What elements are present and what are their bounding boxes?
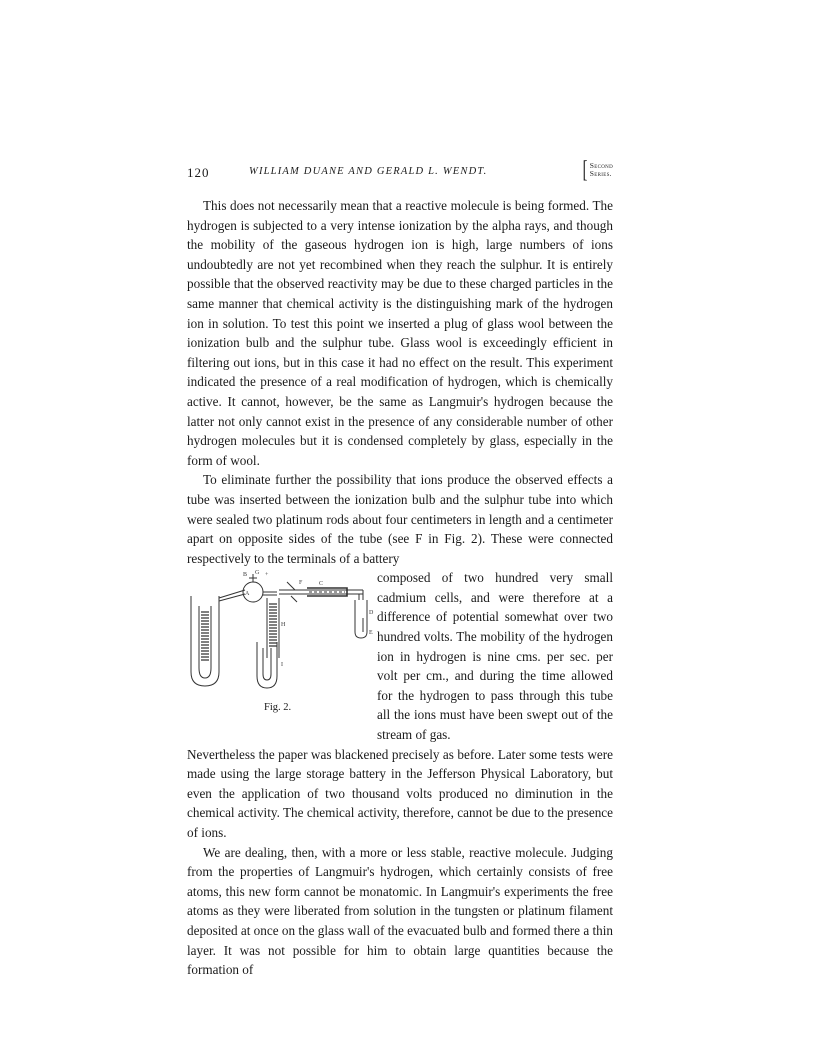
page-header bbox=[187, 157, 613, 186]
label-e: E bbox=[369, 630, 373, 637]
series-mark bbox=[581, 157, 613, 183]
figure-caption: Fig. 2. bbox=[264, 702, 292, 714]
label-f: F bbox=[299, 580, 303, 587]
page bbox=[187, 157, 613, 980]
label-d: D bbox=[369, 610, 374, 617]
paragraph-1: This does not necessarily mean that a reactive molecule is being formed. The hydrogen is subjected to a very intense ionization by the alpha rays, and though the mobility of the gaseous hydrogen ion is high, large numbers of ions undoubtedly are not yet recombined when they reach the sulphur. It is entirely possible that the observed reactivity may be due to these charged particles in the same manner that chemical activity is the distinguishing mark of the hydrogen ion in solution. To test this point we inserted a plug of glass wool between the ionization bulb and the sulphur tube. Glass wool is exceedingly efficient in filtering out ions, but in this case it had no effect on the result. This experiment indicated the presence of a real modification of hydrogen, which is chemically active. It cannot, however, be the same as Langmuir's hydrogen because the latter not only cannot exist in the presence of any considerable number of other hydrogen molecules but it is condensed completely by glass, especially in the form of wool. bbox=[187, 198, 613, 468]
label-a: A bbox=[245, 591, 250, 598]
label-h: H bbox=[281, 622, 286, 629]
figure-2 bbox=[187, 568, 377, 720]
page-number: 120 bbox=[187, 165, 210, 180]
label-b: B bbox=[243, 572, 248, 579]
label-g: G bbox=[255, 570, 260, 577]
paragraph-3: We are dealing, then, with a more or less stable, reactive molecule. Judging from the properties of Langmuir's hydrogen, which certainly consists of free atoms, this new form cannot be monatomic. In Langmuir's experiments the free atoms as they were liberated from solution in the tungsten or platinum filament deposited at once on the glass wall of the evacuated bulb and formed there a thin layer. It was not possible for him to obtain large quantities because the formation of bbox=[187, 844, 613, 978]
paragraph-2-bottom: Nevertheless the paper was blackened precisely as before. Later some tests were made using the large storage battery in the Jefferson Physical Laboratory, but even the application of two thousand volts produced no diminution in the chemical activity. The chemical activity, therefore, cannot be due to the presence of ions. bbox=[187, 746, 613, 840]
left-coil bbox=[201, 612, 209, 660]
middle-coil bbox=[269, 604, 277, 646]
figure-side-text bbox=[377, 568, 613, 744]
paragraph-2-side: composed of two hundred very small cadmium cells, and were therefore at a difference of potential somewhat over two hundred volts. The mobility of the hydrogen ion in hydrogen is nine cms. per sec. per volt per cm., and during the time allowed for the hydrogen to pass through this tube all the ions must have been swept out of the stream of gas. bbox=[377, 570, 613, 743]
body-text bbox=[187, 196, 613, 980]
series-bracket: [ bbox=[582, 157, 588, 183]
right-tube bbox=[355, 600, 367, 638]
series-line-2: Series. bbox=[589, 169, 612, 178]
figure-wrap bbox=[187, 568, 613, 744]
series-line-1: Second bbox=[589, 161, 613, 170]
running-head: WILLIAM DUANE AND GERALD L. WENDT. bbox=[249, 166, 488, 177]
apparatus-diagram bbox=[187, 568, 377, 720]
series-label bbox=[590, 162, 613, 178]
label-i: I bbox=[281, 662, 283, 669]
label-c: C bbox=[319, 581, 324, 588]
label-plus: + bbox=[265, 572, 269, 579]
left-u-tube bbox=[191, 596, 219, 686]
paragraph-2-top: To eliminate further the possibility that ions produce the observed effects a tube was inserted between the ionization bulb and the sulphur tube into which were sealed two platinum rods about four centimeters in length and a centimeter apart on opposite sides of the tube (see F in Fig. 2). These were connected respectively to the terminals of a battery bbox=[187, 472, 613, 566]
